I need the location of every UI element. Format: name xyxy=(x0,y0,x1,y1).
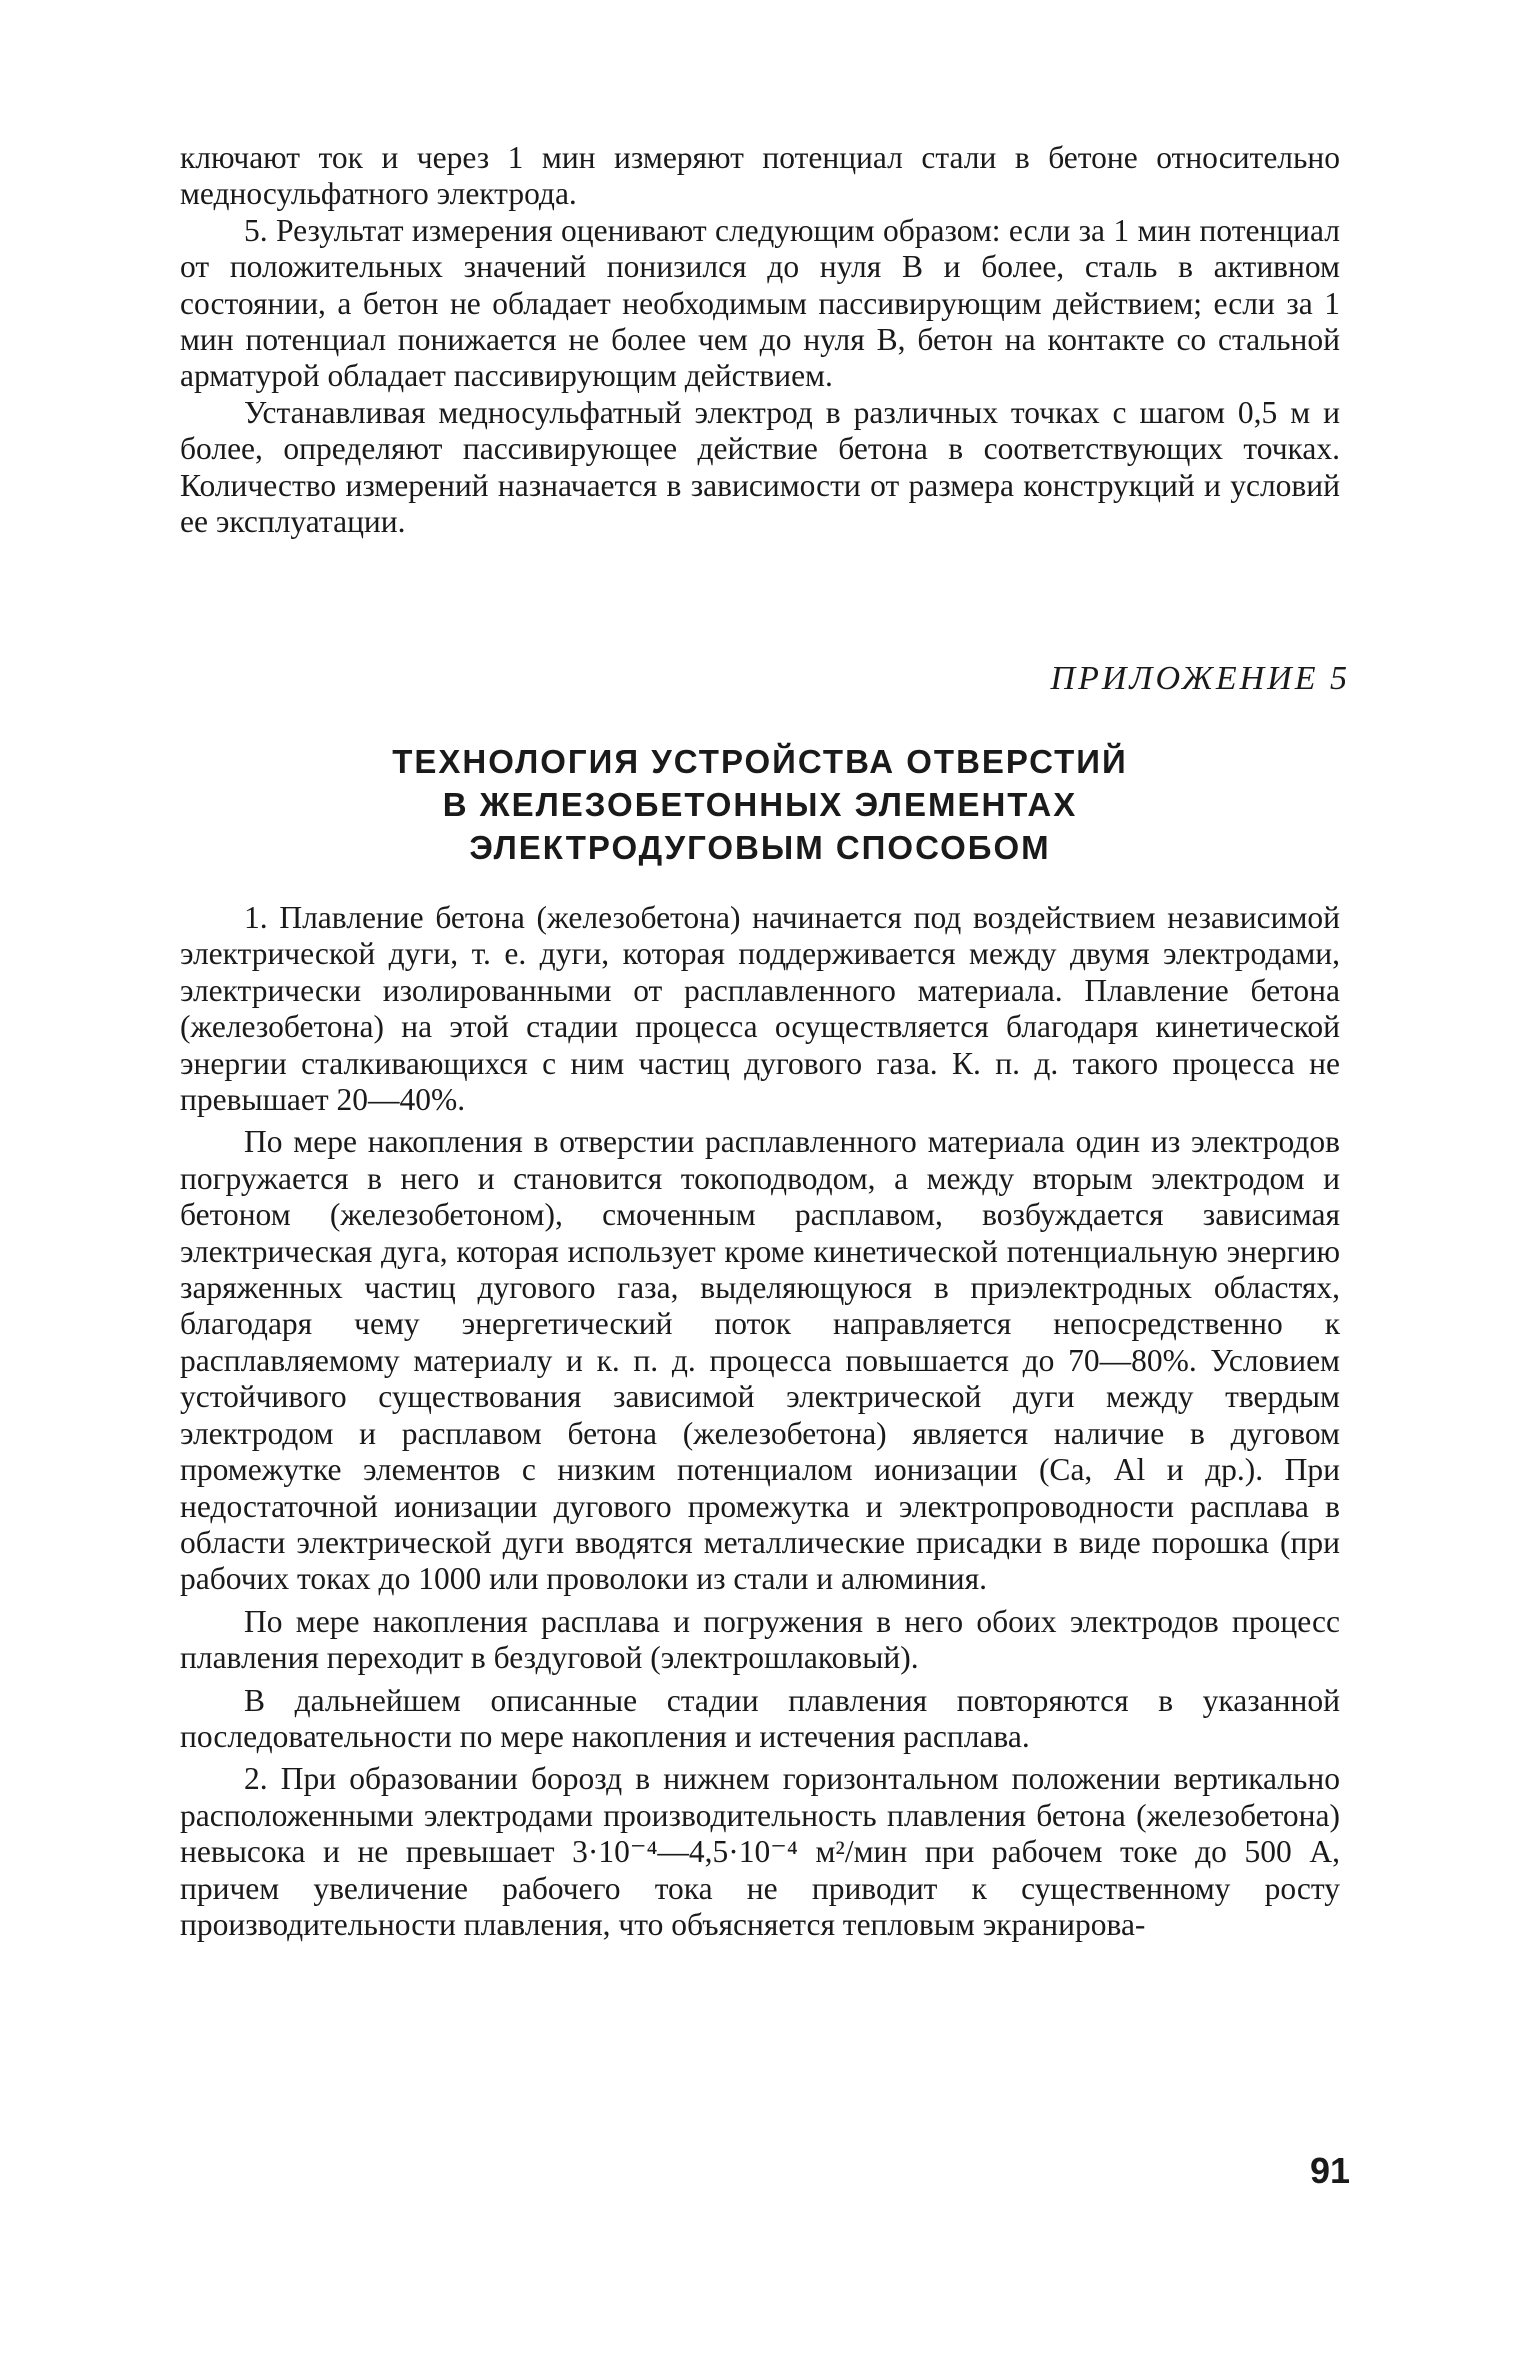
paragraph-repetition: В дальнейшем описанные стадии плавления повторяются в указанной последовательности по мере накопления и истечения расплава. xyxy=(180,1682,1340,1754)
paragraph-electroslag: По мере накопления расплава и погружения в него обоих электродов процесс плавления переходит в бездуговой (электрошлаковый). xyxy=(180,1603,1340,1676)
paragraph-electrode-placement: Устанавливая медносульфатный электрод в различных точках с шагом 0,5 м и более, определяют пассивирующее действие бетона в соответствующих точках. Количество измерений назначается в зависимости от размера конструкций и условий ее эксплуатации. xyxy=(180,394,1340,540)
paragraph-item-5: 5. Результат измерения оценивают следующим образом: если за 1 мин потенциал от положительных значений понизился до нуля В и более, сталь в активном состоянии, а бетон не обладает необходимым пассивирующим действием; если за 1 мин потенциал понижается не более чем до нуля В, бетон на контакте со стальной арматурой обладает пассивирующим действием. xyxy=(180,212,1340,394)
paragraph-1: 1. Плавление бетона (железобетона) начинается под воздействием независимой электрической дуги, т. е. дуги, которая поддерживается между двумя электродами, электрически изолированными от расплавленного материала. Плавление бетона (железобетона) на этой стадии процесса осуществляется благодаря кинетической энергии сталкивающихся с ним частиц дугового газа. К. п. д. такого процесса не превышает 20—40%. xyxy=(180,900,1340,1118)
section-title-line-3: ЭЛЕКТРОДУГОВЫМ СПОСОБОМ xyxy=(469,829,1051,866)
paragraph-accumulation: По мере накопления в отверстии расплавленного материала один из электродов погружается в него и становится токоподводом, а между вторым электродом и бетоном (железобетоном), смоченным расплавом, возбуждается зависимая электрическая дуга, которая использует кроме кинетической потенциальную энергию заряженных частиц дугового газа, выделяющуюся в приэлектродных областях, благодаря чему энергетический поток направляется непосредственно к расплавляемому материалу и к. п. д. процесса повышается до 70—80%. Условием устойчивого существования зависимой электрической дуги между твердым электродом и расплавом бетона (железобетона) является наличие в дуговом промежутке элементов с низким потенциалом ионизации (Са, Al и др.). При недостаточной ионизации дугового промежутка и электропроводности расплава в области электрической дуги вводятся металлические присадки в виде порошка (при рабочих токах до 1000 или проволоки из стали и алюминия. xyxy=(180,1124,1340,1597)
document-page xyxy=(180,140,1350,2300)
section-title-line-2: В ЖЕЛЕЗОБЕТОННЫХ ЭЛЕМЕНТАХ xyxy=(442,786,1078,823)
section-title xyxy=(180,740,1340,869)
appendix-body xyxy=(180,900,1340,1949)
paragraph-continuation: ключают ток и через 1 мин измеряют потенциал стали в бетоне относительно медносульфатного электрода. xyxy=(180,140,1340,212)
continued-text-block xyxy=(180,140,1340,540)
paragraph-2: 2. При образовании борозд в нижнем горизонтальном положении вертикально расположенными электродами производительность плавления бетона (железобетона) невысока и не превышает 3·10⁻⁴—4,5·10⁻⁴ м²/мин при рабочем токе до 500 А, причем увеличение рабочего тока не приводит к существенному росту производительности плавления, что объясняется тепловым экранирова- xyxy=(180,1761,1340,1942)
appendix-label: ПРИЛОЖЕНИЕ 5 xyxy=(1050,660,1350,697)
section-title-line-1: ТЕХНОЛОГИЯ УСТРОЙСТВА ОТВЕРСТИЙ xyxy=(392,743,1128,780)
page-number: 91 xyxy=(1309,2150,1350,2191)
